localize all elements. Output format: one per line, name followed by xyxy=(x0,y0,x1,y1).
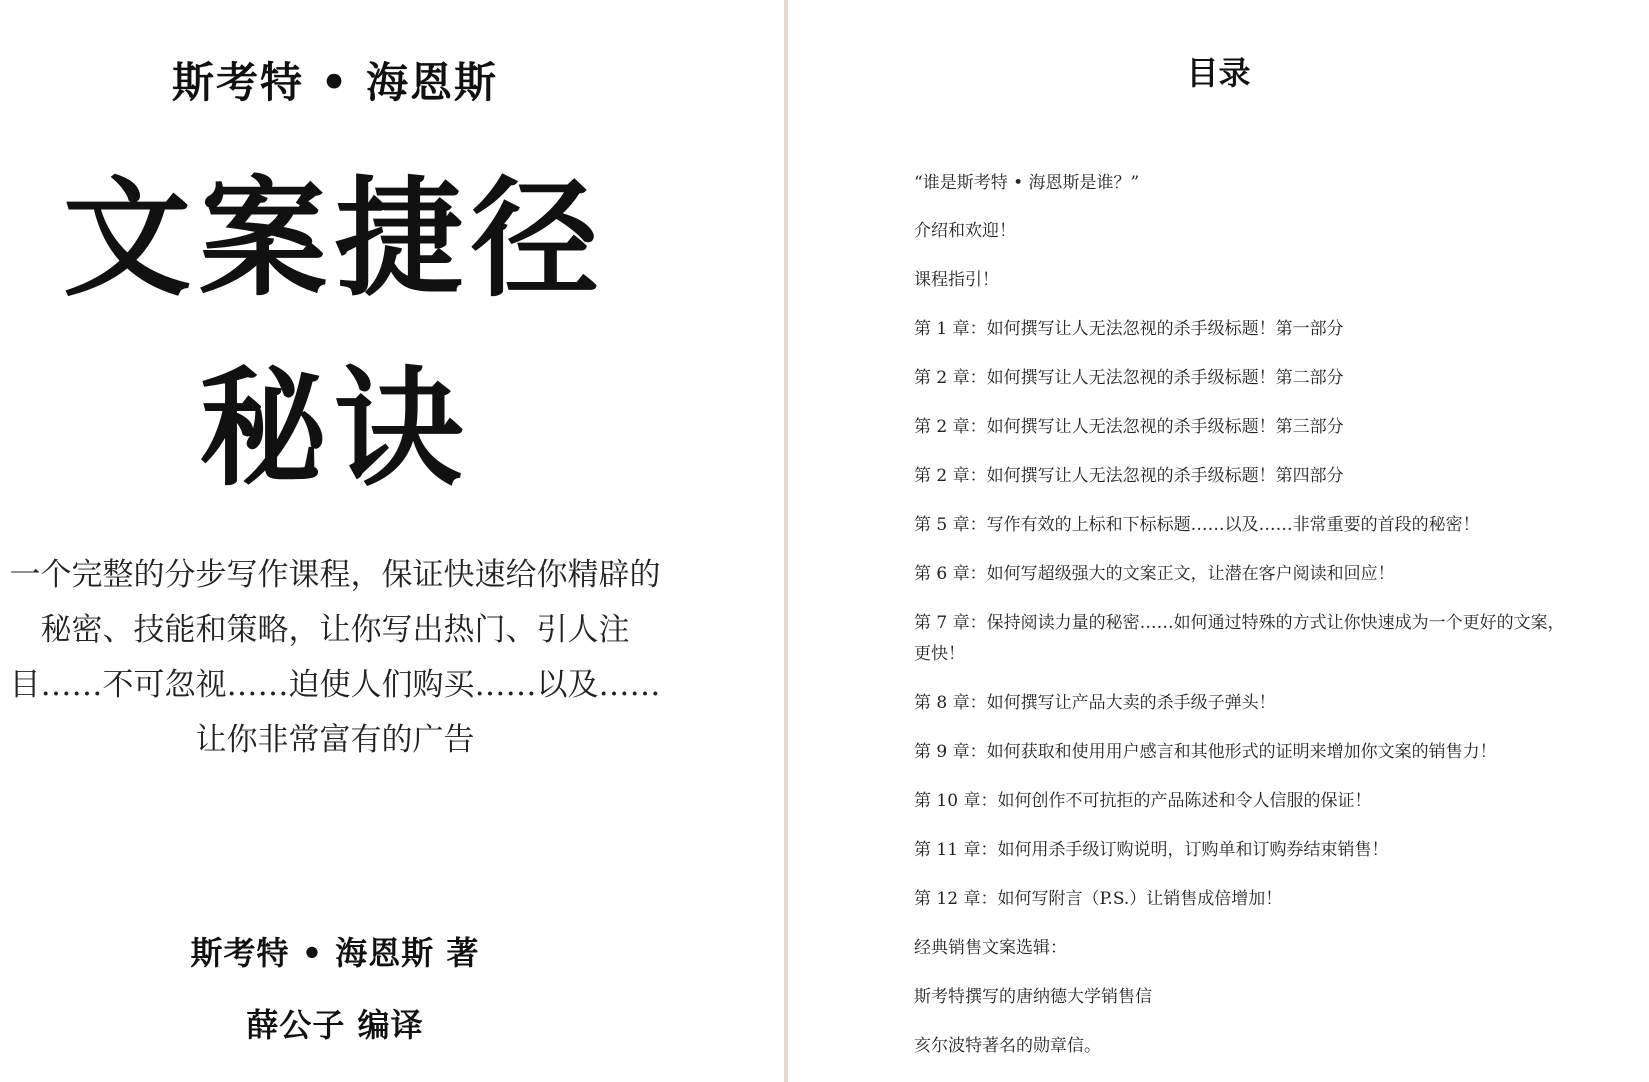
book-title-line1: 文案捷径 xyxy=(62,164,607,314)
book-subtitle: 一个完整的分步写作课程，保证快速给你精辟的秘密、技能和策略，让你写出热门、引人注目……不可忽视……迫使人们购买……以及……让你非常富有的广告 xyxy=(9,557,661,758)
toc-item[interactable]: 第 9 章：如何获取和使用用户感言和其他形式的证明来增加你文案的销售力！ xyxy=(914,742,1497,762)
toc-item[interactable]: 第 6 章：如何写超级强大的文案正文，让潜在客户阅读和回应！ xyxy=(914,564,1395,584)
toc-item[interactable]: 亥尔波特著名的勋章信。 xyxy=(914,1036,1101,1056)
toc-item[interactable]: 经典销售文案选辑： xyxy=(914,938,1067,958)
toc-item[interactable]: 课程指引！ xyxy=(914,270,999,290)
toc-item[interactable]: 介绍和欢迎！ xyxy=(914,221,1016,241)
toc-item[interactable]: 第 8 章：如何撰写让产品大卖的杀手级子弹头！ xyxy=(914,693,1276,713)
toc-item[interactable]: 第 7 章：保持阅读力量的秘密……如何通过特殊的方式让你快速成为一个更好的文案，更快！ xyxy=(914,613,1565,664)
toc-item[interactable]: 第 1 章：如何撰写让人无法忽视的杀手级标题！第一部分 xyxy=(914,319,1344,339)
toc-page xyxy=(788,0,1649,1082)
toc-item[interactable]: 第 10 章：如何创作不可抗拒的产品陈述和令人信服的保证！ xyxy=(914,791,1372,811)
toc-item[interactable]: 第 11 章：如何用杀手级订购说明，订购单和订购券结束销售！ xyxy=(914,840,1389,860)
toc-item[interactable]: 第 12 章：如何写附言（P.S.）让销售成倍增加！ xyxy=(914,889,1283,909)
author-credit: 斯考特 • 海恩斯 著 xyxy=(190,934,480,972)
toc-item[interactable]: 第 2 章：如何撰写让人无法忽视的杀手级标题！第二部分 xyxy=(914,368,1344,388)
toc-item[interactable]: 第 2 章：如何撰写让人无法忽视的杀手级标题！第三部分 xyxy=(914,417,1344,437)
book-title-line2: 秘诀 xyxy=(198,354,471,504)
toc-item[interactable]: 第 5 章：写作有效的上标和下标标题……以及……非常重要的首段的秘密！ xyxy=(914,515,1480,535)
toc-heading: 目录 xyxy=(1186,54,1251,92)
toc-item[interactable]: 第 2 章：如何撰写让人无法忽视的杀手级标题！第四部分 xyxy=(914,466,1344,486)
translator-credit: 薛公子 编译 xyxy=(246,1006,424,1044)
toc-item[interactable]: 斯考特撰写的唐纳德大学销售信 xyxy=(914,987,1152,1007)
toc-item[interactable]: “谁是斯考特 • 海恩斯是谁？” xyxy=(914,173,1140,193)
cover-author: 斯考特 • 海恩斯 xyxy=(171,58,499,107)
toc-list xyxy=(914,168,1579,1080)
cover-page xyxy=(0,0,784,1082)
